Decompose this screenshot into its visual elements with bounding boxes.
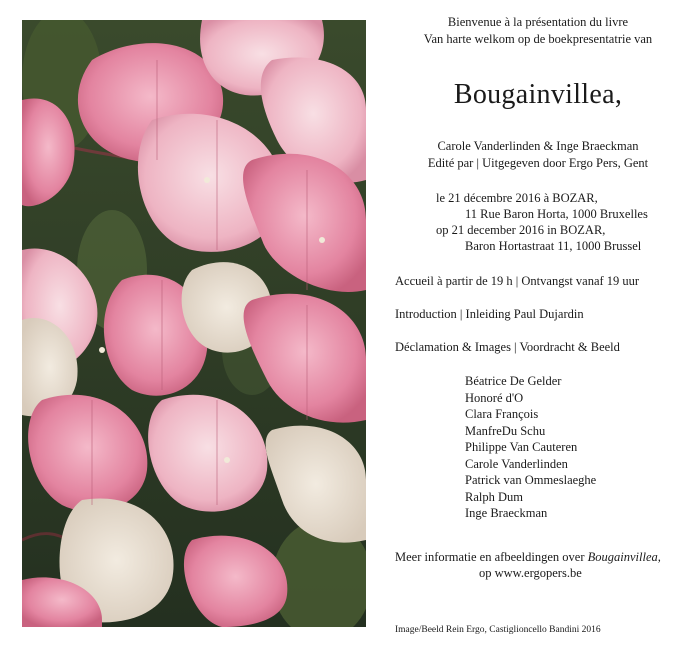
address-french: 11 Rue Baron Horta, 1000 Bruxelles	[465, 207, 648, 221]
reception-time: Accueil à partir de 19 h | Ontvangst vanaf 19 uur	[395, 274, 640, 288]
performers-list	[465, 373, 596, 522]
more-info	[395, 549, 661, 581]
performer-name: Béatrice De Gelder	[465, 374, 562, 388]
date-dutch: op 21 december 2016 in BOZAR,	[436, 223, 606, 237]
address-dutch: Baron Hortastraat 11, 1000 Brussel	[465, 239, 642, 253]
more-info-line1	[395, 549, 661, 565]
greeting-french: Bienvenue à la présentation du livre	[447, 15, 629, 29]
website-link[interactable]: op www.ergopers.be	[479, 566, 582, 580]
performer-name: Philippe Van Cauteren	[465, 440, 578, 454]
image-caption: Image/Beeld Rein Ergo, Castiglioncello Bandini 2016	[395, 625, 601, 635]
performer-name: Ralph Dum	[465, 489, 523, 504]
performer-name: Patrick van Ommeslaeghe	[465, 473, 597, 487]
authors-names: Carole Vanderlinden & Inge Braeckman	[437, 139, 639, 153]
bougainvillea-illustration	[22, 20, 366, 627]
more-info-book: Bougainvillea,	[587, 550, 661, 564]
date-french: le 21 décembre 2016 à BOZAR,	[436, 191, 598, 205]
performer-name: Carole Vanderlinden	[465, 456, 568, 471]
performer-name: Honoré d'O	[465, 390, 524, 405]
performer-name: Clara François	[465, 407, 539, 421]
introduction-line: Introduction | Inleiding Paul Dujardin	[395, 307, 584, 321]
declamation-line: Déclamation & Images | Voordracht & Beeld	[395, 340, 620, 354]
performer-name: ManfreDu Schu	[465, 423, 546, 438]
event-dates	[380, 190, 696, 254]
greeting-dutch: Van harte welkom op de boekpresentatrie van	[423, 32, 653, 46]
bougainvillea-photo	[22, 20, 366, 627]
publisher-line: Edité par | Uitgegeven door Ergo Pers, Gent	[427, 156, 649, 170]
authors-block	[380, 138, 696, 172]
book-title: Bougainvillea,	[453, 79, 623, 110]
greeting	[380, 14, 696, 48]
performer-name: Inge Braeckman	[465, 506, 548, 520]
more-info-prefix: Meer informatie en afbeeldingen over	[395, 550, 588, 564]
